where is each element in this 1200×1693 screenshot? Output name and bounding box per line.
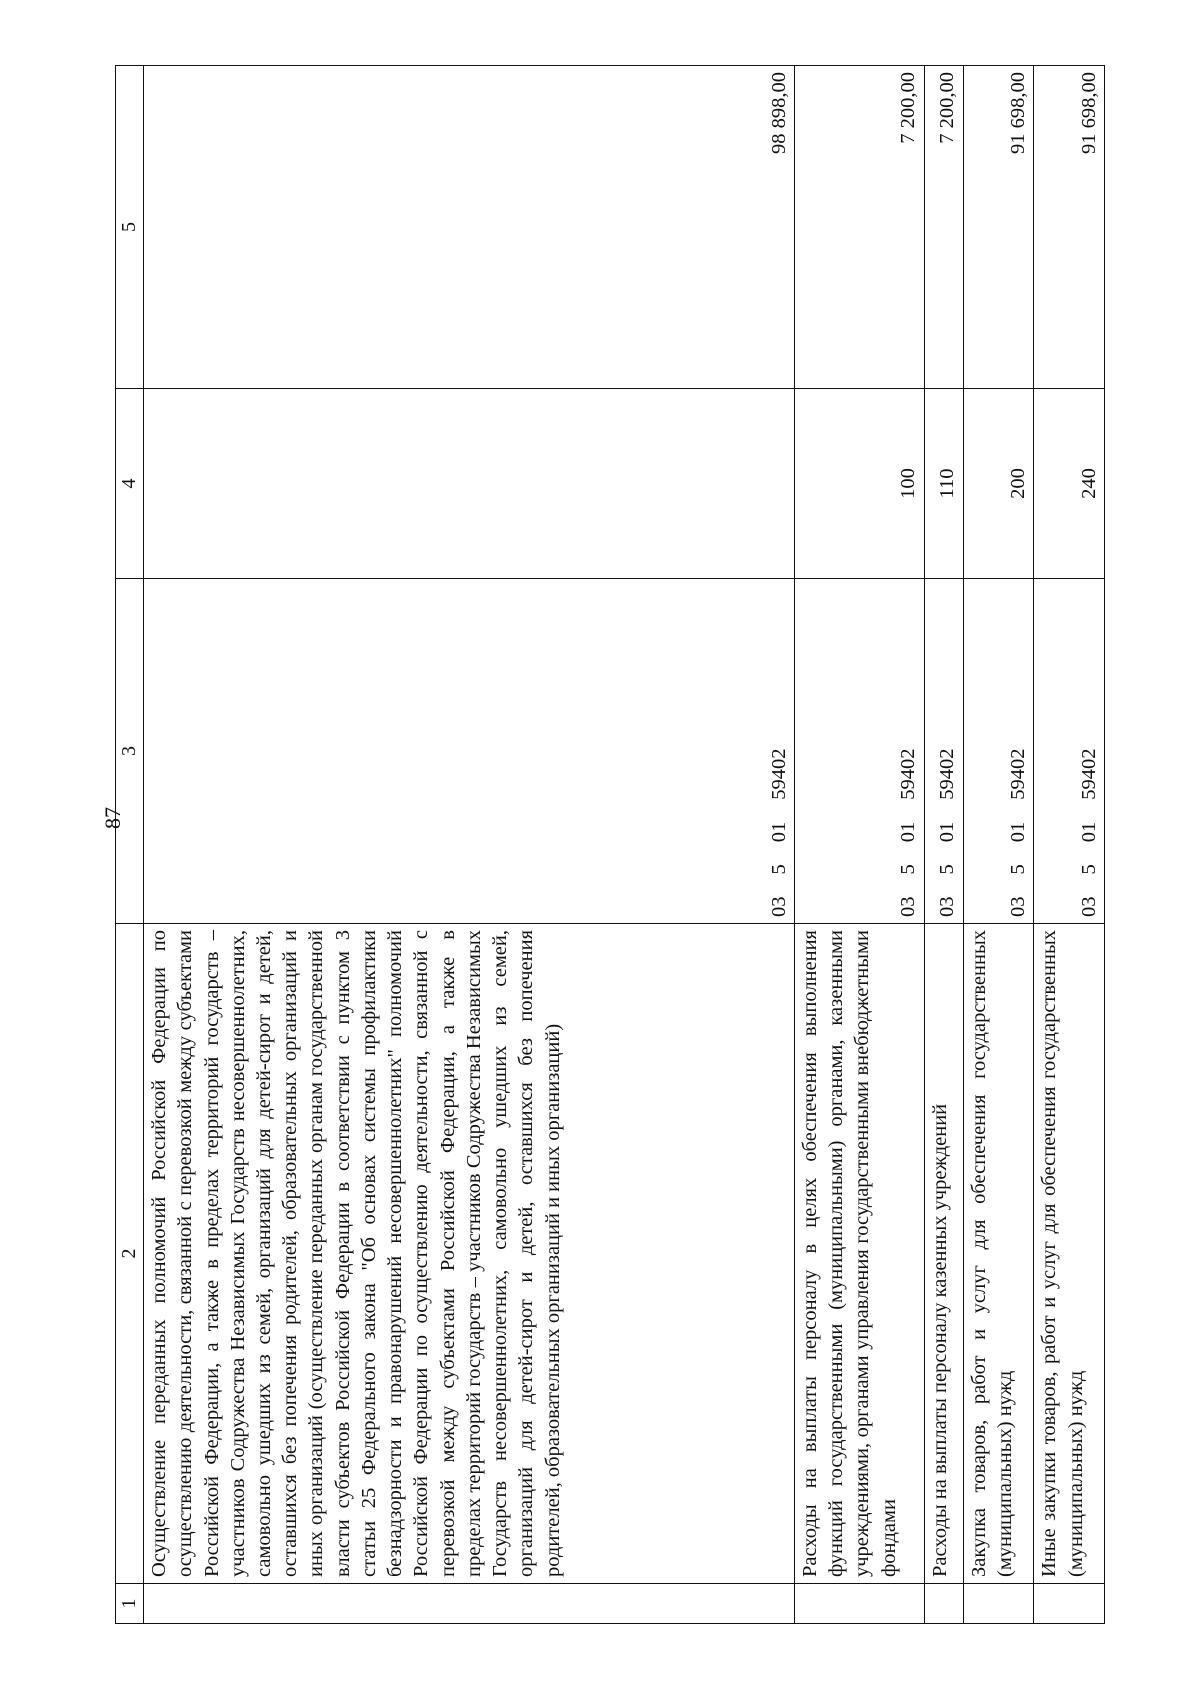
row-type <box>144 389 795 579</box>
row-amount: 7 200,00 <box>924 66 963 389</box>
code-part: 5 <box>897 864 920 875</box>
code-part: 59402 <box>897 748 920 800</box>
column-number: 1 <box>116 1584 144 1624</box>
table-row <box>1034 66 1105 1624</box>
code-part: 03 <box>1077 896 1100 917</box>
code-part: 03 <box>1007 896 1030 917</box>
column-number-row <box>116 66 144 1624</box>
row-description: Расходы на выплаты персоналу казенных учреждений <box>924 924 963 1584</box>
code-part: 01 <box>1077 821 1100 843</box>
row-index-cell <box>1034 1584 1105 1624</box>
row-amount: 98 898,00 <box>144 66 795 389</box>
code-part: 5 <box>1077 864 1100 875</box>
row-type: 110 <box>924 389 963 579</box>
row-type: 100 <box>794 389 924 579</box>
table-row <box>963 66 1034 1624</box>
code-part: 01 <box>767 821 790 843</box>
row-description: Иные закупки товаров, работ и услуг для обеспечения государственных (муниципальных) нужд <box>1034 924 1105 1584</box>
row-description: Осуществление переданных полномочий Российской Федерации по осуществлению деятельности, связанной с перевозкой между субъектами Российской Федерации, а также в пределах территорий государств – участников Содружества Независимых Государств несовершеннолетних, самовольно ушедших из семей, организаций для детей-сирот и детей, оставшихся без попечения родителей, образовательных организаций и иных организаций (осуществление переданных органам государственной власти субъектов Российской Федерации в соответствии с пунктом 3 статьи 25 Федерального закона "Об основах системы профилактики безнадзорности и правонарушений несовершеннолетних" полномочий Российской Федерации по осуществлению деятельности, связанной с перевозкой между субъектами Российской Федерации, а также в пределах территорий государств – участников Содружества Независимых Государств несовершеннолетних, самовольно ушедших из семей, организаций для детей-сирот и детей, оставшихся без попечения родителей, образовательных организаций и иных организаций) <box>144 924 795 1584</box>
page-number: 87 <box>100 807 125 829</box>
table-wrapper <box>115 66 1105 1624</box>
budget-table <box>115 65 1105 1624</box>
row-description: Расходы на выплаты персоналу в целях обеспечения выполнения функций государственными (муниципальными) органами, казенными учреждениями, органами управления государственными внебюджетными фондами <box>794 924 924 1584</box>
row-index-cell <box>963 1584 1034 1624</box>
code-part: 03 <box>767 896 790 917</box>
column-number: 2 <box>116 924 144 1584</box>
row-index-cell <box>794 1584 924 1624</box>
row-amount: 91 698,00 <box>963 66 1034 389</box>
row-amount: 91 698,00 <box>1034 66 1105 389</box>
row-type: 200 <box>963 389 1034 579</box>
row-code <box>963 579 1034 924</box>
column-number: 4 <box>116 389 144 579</box>
row-code <box>1034 579 1105 924</box>
column-number: 3 <box>116 579 144 924</box>
code-part: 59402 <box>1007 748 1030 800</box>
code-part: 59402 <box>936 748 959 800</box>
column-number: 5 <box>116 66 144 389</box>
code-part: 01 <box>936 821 959 843</box>
code-part: 01 <box>897 821 920 843</box>
table-row <box>144 66 795 1624</box>
row-code <box>794 579 924 924</box>
row-amount: 7 200,00 <box>794 66 924 389</box>
row-description: Закупка товаров, работ и услуг для обеспечения государственных (муниципальных) нужд <box>963 924 1034 1584</box>
row-index-cell <box>924 1584 963 1624</box>
table-row <box>794 66 924 1624</box>
table-row <box>924 66 963 1624</box>
code-part: 59402 <box>767 748 790 800</box>
rotated-table-container <box>115 66 1105 1624</box>
code-part: 59402 <box>1077 748 1100 800</box>
code-part: 5 <box>767 864 790 875</box>
code-part: 01 <box>1007 821 1030 843</box>
row-type: 240 <box>1034 389 1105 579</box>
code-part: 03 <box>936 896 959 917</box>
code-part: 5 <box>1007 864 1030 875</box>
row-index-cell <box>144 1584 795 1624</box>
code-part: 5 <box>936 864 959 875</box>
row-code <box>924 579 963 924</box>
row-code <box>144 579 795 924</box>
code-part: 03 <box>897 896 920 917</box>
